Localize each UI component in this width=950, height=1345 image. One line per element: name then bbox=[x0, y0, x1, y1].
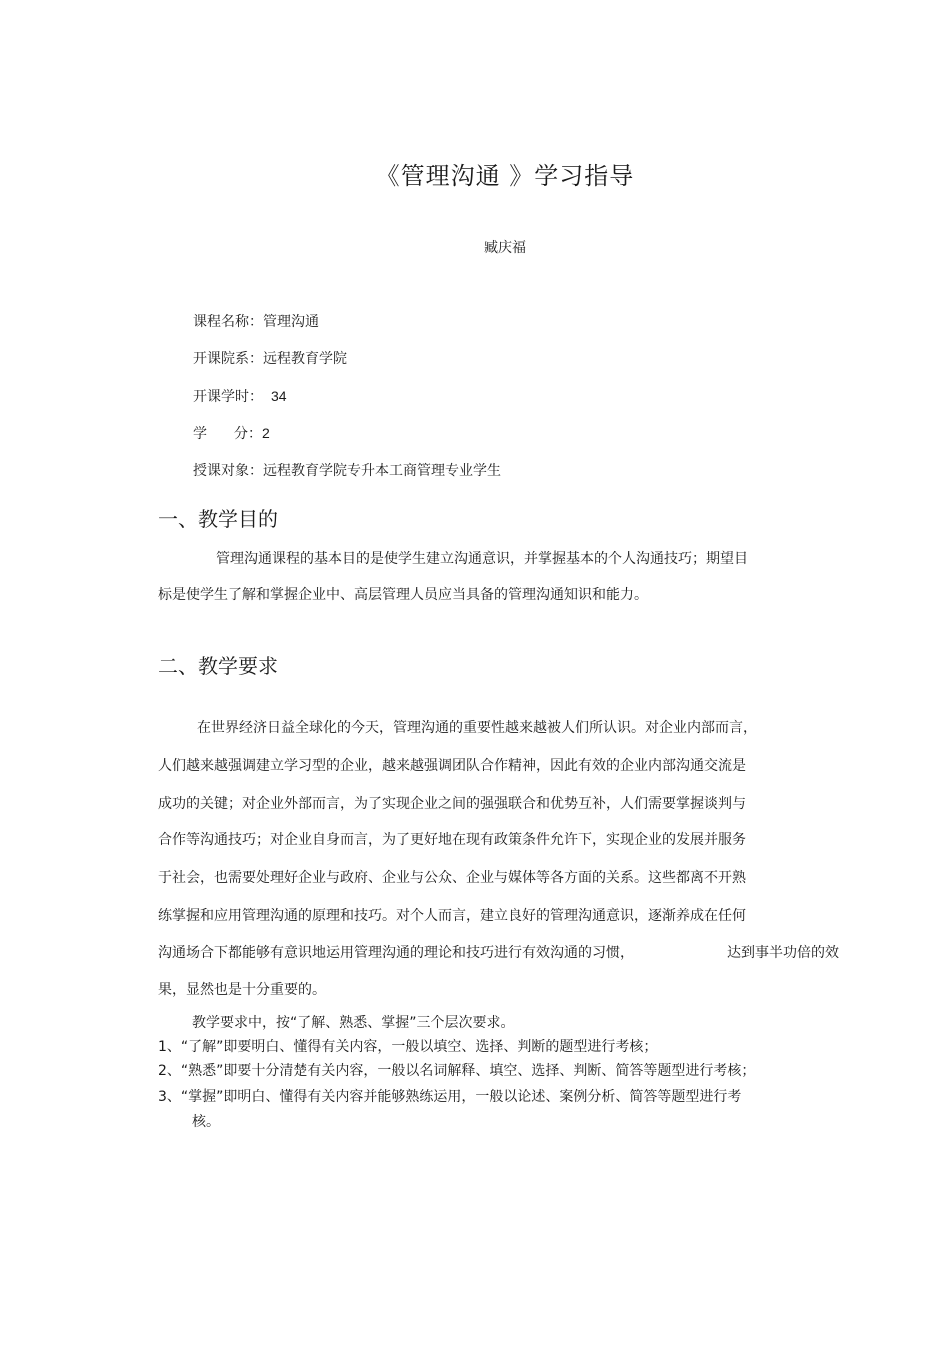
section1-line-2: 标是使学生了解和掌握企业中、高层管理人员应当具备的管理沟通知识和能力。 bbox=[158, 587, 648, 603]
document-title: 《管理沟通 》学习指导 bbox=[375, 162, 635, 190]
section2-line-6: 练掌握和应用管理沟通的原理和技巧。对个人而言，建立良好的管理沟通意识，逐渐养成在任何 bbox=[158, 908, 746, 924]
course-dept-label: 开课院系： bbox=[193, 351, 263, 367]
section2-line-7-tail: 达到事半功倍的效 bbox=[727, 945, 839, 961]
requirement-intro: 教学要求中，按“了解、熟悉、掌握”三个层次要求。 bbox=[192, 1015, 515, 1031]
section2-line-5: 于社会，也需要处理好企业与政府、企业与公众、企业与媒体等各方面的关系。这些都离不开熟 bbox=[158, 870, 746, 886]
course-name-label: 课程名称： bbox=[193, 314, 263, 330]
section2-line-1: 在世界经济日益全球化的今天，管理沟通的重要性越来越被人们所认识。对企业内部而言， bbox=[197, 720, 757, 736]
section2-line-3: 成功的关键；对企业外部而言，为了实现企业之间的强强联合和优势互补，人们需要掌握谈判与 bbox=[158, 796, 746, 812]
course-hours-label: 开课学时： bbox=[193, 389, 263, 405]
course-audience-label: 授课对象： bbox=[193, 463, 263, 479]
course-name-value: 管理沟通 bbox=[263, 314, 319, 330]
section1-line-1: 管理沟通课程的基本目的是使学生建立沟通意识，并掌握基本的个人沟通技巧；期望目 bbox=[216, 551, 748, 567]
course-audience-value: 远程教育学院专升本工商管理专业学生 bbox=[263, 463, 501, 479]
section2-line-2: 人们越来越强调建立学习型的企业，越来越强调团队合作精神，因此有效的企业内部沟通交流是 bbox=[158, 758, 746, 774]
requirement-item-2: 2、“熟悉”即要十分清楚有关内容，一般以名词解释、填空、选择、判断、简答等题型进行考核； bbox=[158, 1063, 756, 1079]
course-credit-row bbox=[193, 423, 270, 443]
requirement-item-3-continued: 核。 bbox=[192, 1114, 220, 1130]
course-name-row bbox=[193, 311, 319, 331]
requirement-item-1: 1、“了解”即要明白、懂得有关内容，一般以填空、选择、判断的题型进行考核； bbox=[158, 1039, 658, 1055]
course-audience-row bbox=[193, 460, 501, 480]
course-dept-value: 远程教育学院 bbox=[263, 351, 347, 367]
course-credit-label-b: 分： bbox=[234, 426, 262, 442]
section2-line-8: 果，显然也是十分重要的。 bbox=[158, 982, 326, 998]
course-hours-value: 34 bbox=[271, 388, 287, 404]
section2-heading: 二、教学要求 bbox=[158, 654, 278, 678]
author-name: 臧庆福 bbox=[484, 240, 526, 256]
course-credit-value: 2 bbox=[262, 425, 270, 441]
course-hours-row bbox=[193, 386, 287, 406]
course-credit-label-a: 学 bbox=[193, 426, 207, 442]
requirement-item-3: 3、“掌握”即明白、懂得有关内容并能够熟练运用，一般以论述、案例分析、简答等题型进行考 bbox=[158, 1089, 742, 1105]
section1-heading: 一、教学目的 bbox=[158, 507, 278, 531]
course-dept-row bbox=[193, 348, 347, 368]
section2-line-7: 沟通场合下都能够有意识地运用管理沟通的理论和技巧进行有效沟通的习惯， bbox=[158, 945, 634, 961]
section2-line-4: 合作等沟通技巧；对企业自身而言，为了更好地在现有政策条件允许下，实现企业的发展并服务 bbox=[158, 832, 746, 848]
